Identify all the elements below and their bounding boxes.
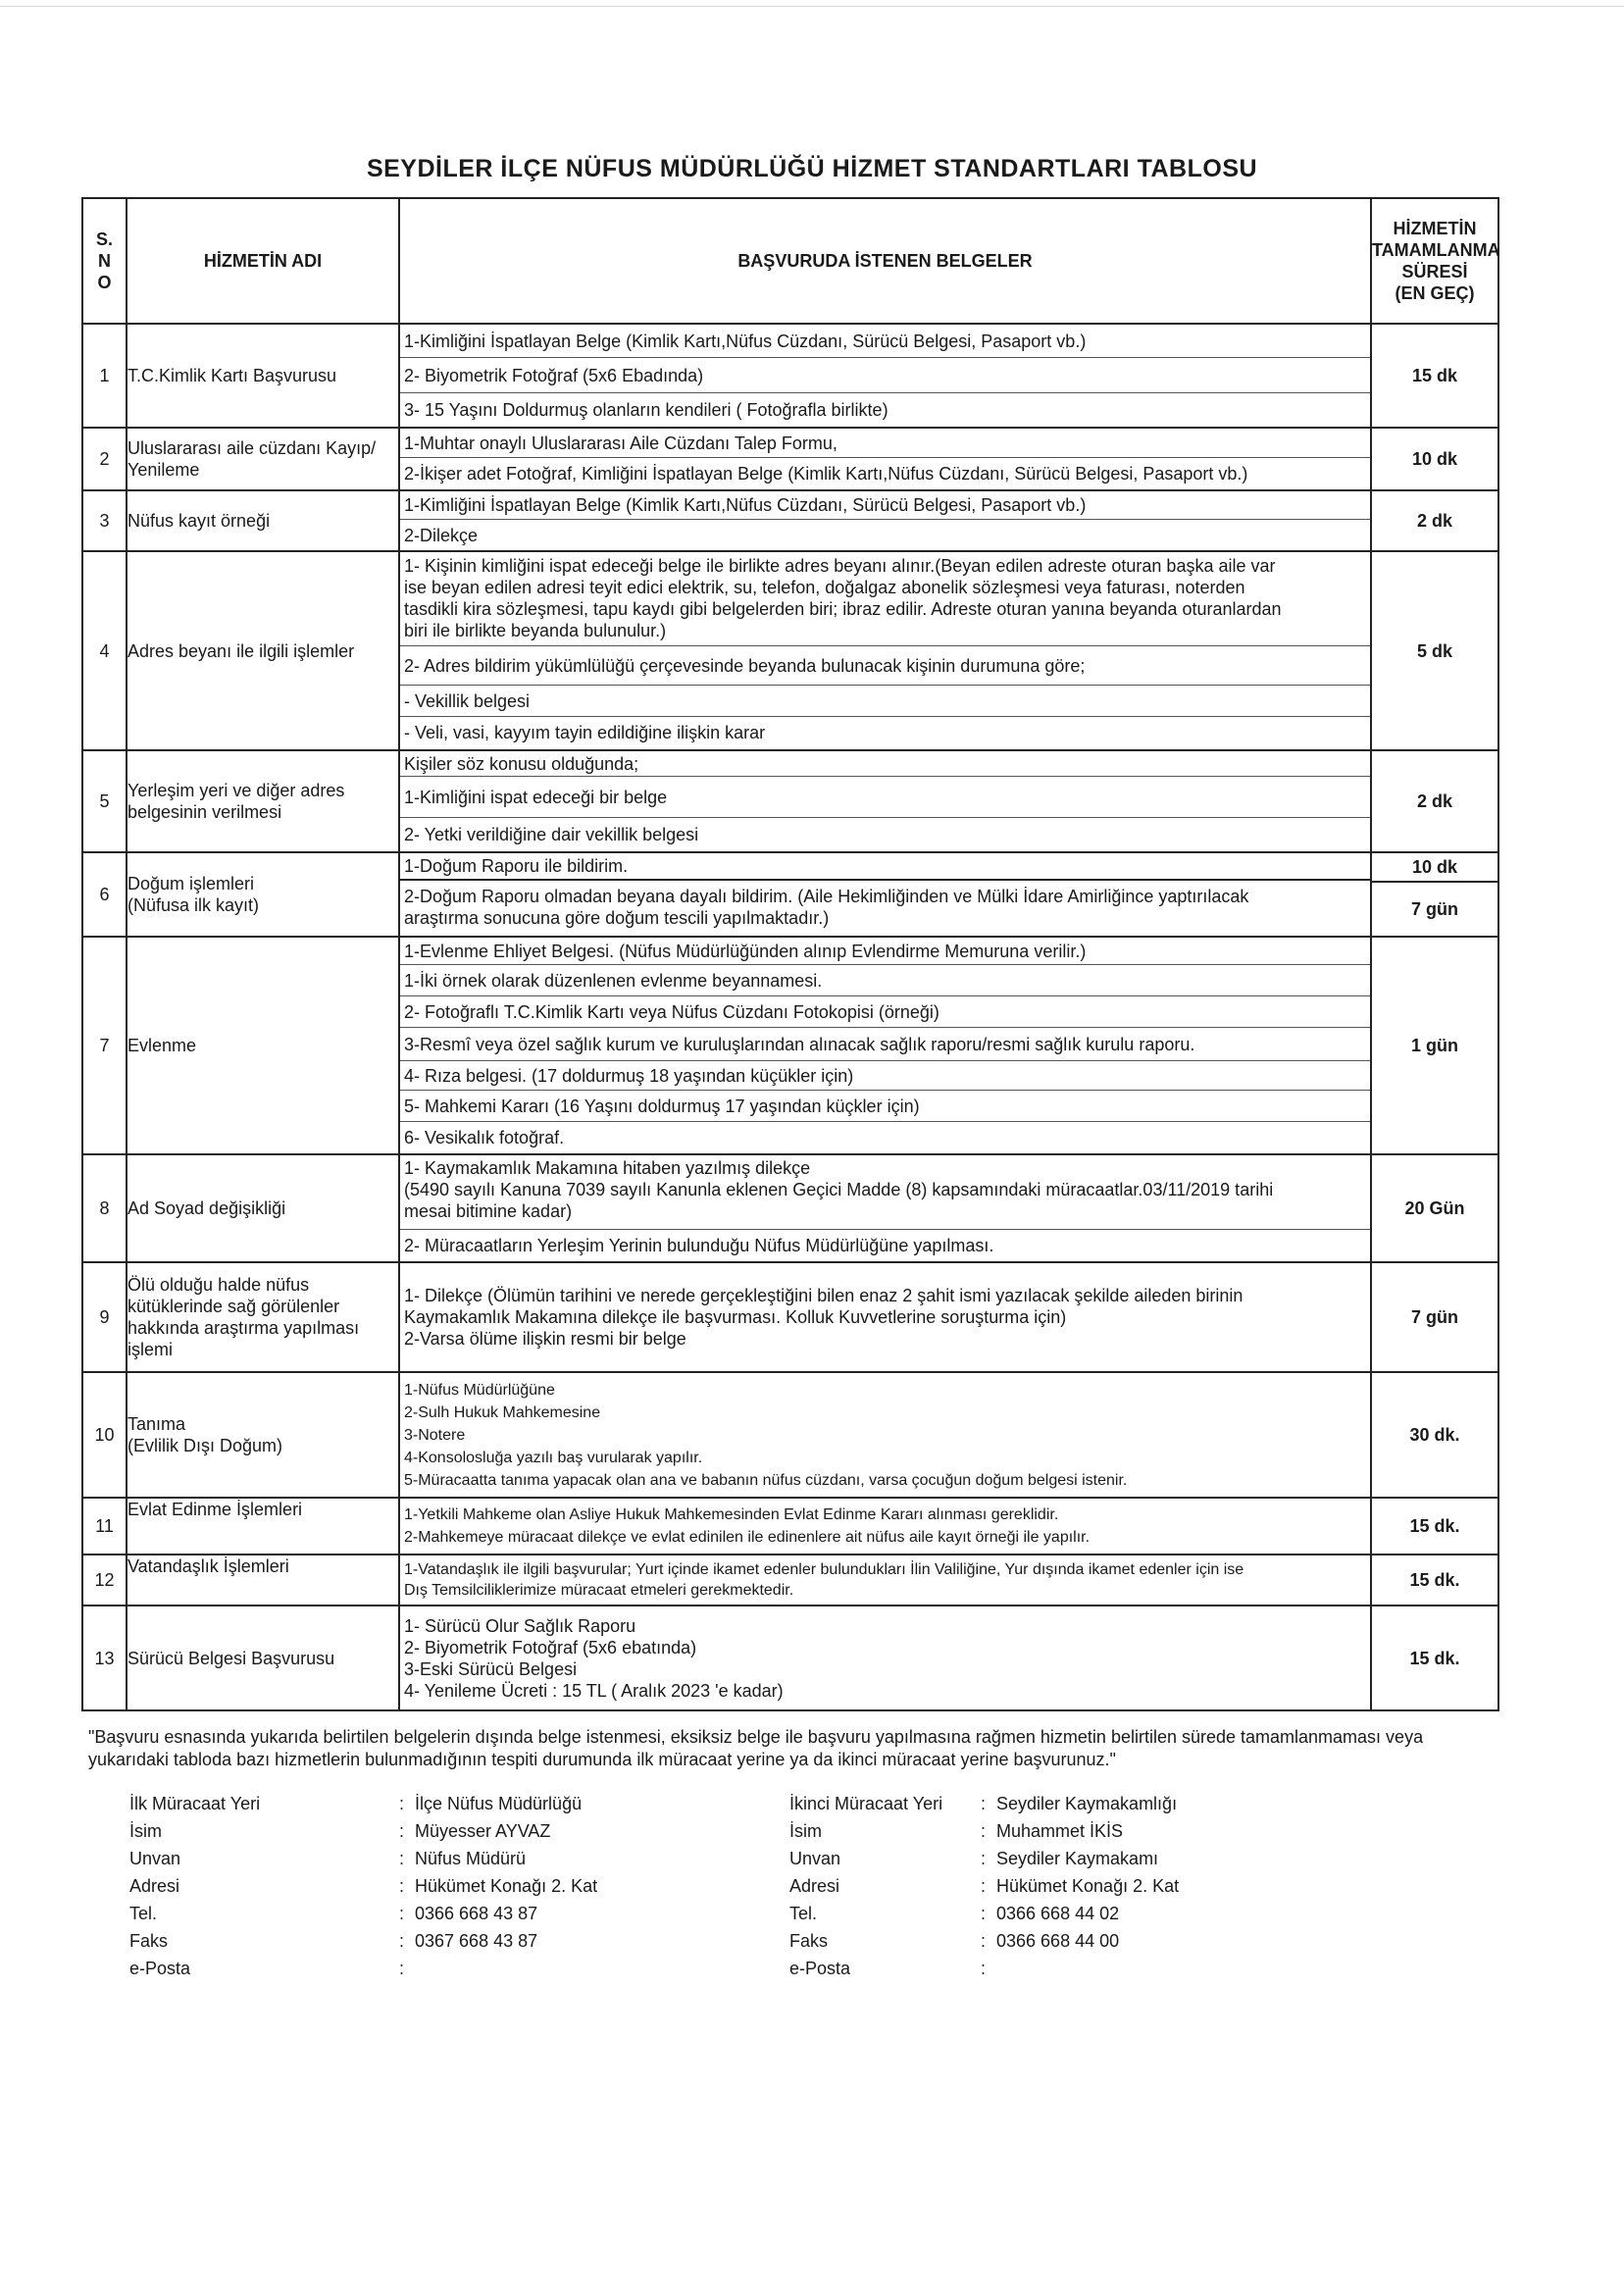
service-name: Ad Soyad değişikliği xyxy=(127,1154,399,1262)
document-item: 2- Fotoğraflı T.C.Kimlik Kartı veya Nüfus Cüzdanı Fotokopisi (örneği) xyxy=(400,996,1370,1028)
required-documents xyxy=(399,1555,1371,1606)
row-number: 3 xyxy=(82,490,127,551)
row-number: 9 xyxy=(82,1262,127,1372)
contact-row: Tel. : 0366 668 43 87 xyxy=(129,1903,538,1923)
service-name: Nüfus kayıt örneği xyxy=(127,490,399,551)
service-name: Doğum işlemleri (Nüfusa ilk kayıt) xyxy=(127,852,399,937)
service-name: Ölü olduğu halde nüfus kütüklerinde sağ görülenler hakkında araştırma yapılması işlemi xyxy=(127,1262,399,1372)
table-row xyxy=(82,1555,1498,1606)
scan-top-line xyxy=(0,6,1624,7)
contact-row: İsim : Müyesser AYVAZ xyxy=(129,1820,551,1841)
required-documents xyxy=(399,1154,1371,1262)
completion-time: 15 dk. xyxy=(1371,1555,1498,1606)
contact-row: Adresi : Hükümet Konağı 2. Kat xyxy=(789,1875,1180,1896)
required-documents xyxy=(399,1606,1371,1710)
row-number: 11 xyxy=(82,1498,127,1555)
document-item: 1-Kimliğini İspatlayan Belge (Kimlik Kartı,Nüfus Cüzdanı, Sürücü Belgesi, Pasaport vb.) xyxy=(400,491,1370,520)
service-name: Vatandaşlık İşlemleri xyxy=(127,1555,399,1606)
required-documents xyxy=(399,1372,1371,1498)
service-name: Sürücü Belgesi Başvurusu xyxy=(127,1606,399,1710)
document-item: 1-Kimliğini ispat edeceği bir belge xyxy=(400,777,1370,818)
completion-time: 2 dk xyxy=(1371,750,1498,852)
table-row xyxy=(82,1606,1498,1710)
document-item: 1- Kişinin kimliğini ispat edeceği belge ile birlikte adres beyanı alınır.(Beyan edilen adreste oturan başka aile var ise beyan edilen adresi teyit edici elektrik, su, telefon, doğalgaz abonelik sözleşmesi veya faturası, noterden tasdikli kira sözleşmesi, tapu kaydı gibi belgelerden biri; ibraz edilir. Adreste oturan yanına beyanda oturanlardan biri ile birlikte beyanda bulunulur.) xyxy=(400,553,1370,646)
service-standards-table xyxy=(81,197,1499,1711)
row-number: 10 xyxy=(82,1372,127,1498)
header-sno: S. N O xyxy=(82,198,127,324)
completion-time: 1 gün xyxy=(1371,937,1498,1154)
table-row xyxy=(82,937,1498,1154)
document-item: 3- 15 Yaşını Doldurmuş olanların kendileri ( Fotoğrafla birlikte) xyxy=(404,400,888,420)
completion-time: 15 dk. xyxy=(1371,1498,1498,1555)
document-item: 1-Evlenme Ehliyet Belgesi. (Nüfus Müdürlüğünden alınıp Evlendirme Memuruna verilir.) xyxy=(400,938,1370,965)
header-completion-time: HİZMETİN TAMAMLANMA SÜRESİ (EN GEÇ) xyxy=(1371,198,1498,324)
document-item: 2-Doğum Raporu olmadan beyana dayalı bildirim. (Aile Hekimliğinden ve Mülki İdare Amirliğince yaptırılacak araştırma sonucuna göre doğum tescili yapılmaktadır.) xyxy=(404,887,1249,928)
row-number: 1 xyxy=(82,324,127,428)
document-item: 2- Müracaatların Yerleşim Yerinin bulunduğu Nüfus Müdürlüğüne yapılması. xyxy=(404,1236,994,1255)
contact-row: Unvan : Seydiler Kaymakamı xyxy=(789,1848,1159,1868)
service-name: Yerleşim yeri ve diğer adres belgesinin verilmesi xyxy=(127,750,399,852)
document-item: 1-Kimliğini İspatlayan Belge (Kimlik Kartı,Nüfus Cüzdanı, Sürücü Belgesi, Pasaport vb.) xyxy=(400,325,1370,358)
service-name: Evlenme xyxy=(127,937,399,1154)
completion-time-report: 10 dk xyxy=(1372,853,1497,883)
header-service-name: HİZMETİN ADI xyxy=(127,198,399,324)
document-item: 1-Muhtar onaylı Uluslararası Aile Cüzdanı Talep Formu, xyxy=(400,429,1370,458)
document-item: 6- Vesikalık fotoğraf. xyxy=(404,1128,565,1147)
required-documents xyxy=(399,1498,1371,1555)
document-item: - Veli, vasi, kayyım tayin edildiğine ilişkin karar xyxy=(404,723,766,742)
service-name: Adres beyanı ile ilgili işlemler xyxy=(127,551,399,750)
table-row xyxy=(82,1372,1498,1498)
second-contact-block xyxy=(789,1790,1179,1982)
completion-time: 5 dk xyxy=(1371,551,1498,750)
row-number: 4 xyxy=(82,551,127,750)
document-item: 4- Rıza belgesi. (17 doldurmuş 18 yaşından küçükler için) xyxy=(400,1061,1370,1091)
document-item: 3-Resmî veya özel sağlık kurum ve kuruluşlarından alınacak sağlık raporu/resmi sağlık kurulu raporu. xyxy=(400,1028,1370,1061)
required-documents xyxy=(399,750,1371,852)
required-documents xyxy=(399,937,1371,1154)
document-item: Kişiler söz konusu olduğunda; xyxy=(400,751,1370,777)
table-row xyxy=(82,1262,1498,1372)
contact-row: İlk Müracaat Yeri : İlçe Nüfus Müdürlüğü xyxy=(129,1793,583,1813)
contact-row: Tel. : 0366 668 44 02 xyxy=(789,1903,1120,1923)
document-item: - Vekillik belgesi xyxy=(400,686,1370,717)
completion-time: 10 dk xyxy=(1371,428,1498,490)
required-documents xyxy=(399,852,1371,937)
table-row xyxy=(82,324,1498,428)
contact-row: Adresi : Hükümet Konağı 2. Kat xyxy=(129,1875,598,1896)
contact-row: İsim : Muhammet İKİS xyxy=(789,1820,1124,1841)
table-row xyxy=(82,428,1498,490)
footer-note: "Başvuru esnasında yukarıda belirtilen belgelerin dışında belge istenmesi, eksiksiz belge ile başvuru yapılmasına rağmen hizmetin belirtilen sürede tamamlanmaması veya yukarıdaki tabloda bazı hizmetlerin bulunmadığının tespiti durumunda ilk müracaat yerine ya da ikinci müracaat yerine başvurunuz." xyxy=(88,1727,1424,1769)
completion-time-declaration: 7 gün xyxy=(1411,899,1458,919)
contact-row: İkinci Müracaat Yeri : Seydiler Kaymakamlığı xyxy=(789,1793,1178,1813)
table-row xyxy=(82,1498,1498,1555)
row-number: 2 xyxy=(82,428,127,490)
service-name: Tanıma (Evlilik Dışı Doğum) xyxy=(127,1372,399,1498)
required-documents xyxy=(399,1262,1371,1372)
document-item: 1- Sürücü Olur Sağlık Raporu 2- Biyometrik Fotoğraf (5x6 ebatında) 3-Eski Sürücü Belgesi 4- Yenileme Ücreti : 15 TL ( Aralık 2023 'e kadar) xyxy=(404,1615,784,1701)
row-number: 6 xyxy=(82,852,127,937)
header-required-documents: BAŞVURUDA İSTENEN BELGELER xyxy=(399,198,1371,324)
table-row xyxy=(82,551,1498,750)
row-number: 13 xyxy=(82,1606,127,1710)
document-item: 1-Nüfus Müdürlüğüne 2-Sulh Hukuk Mahkemesine 3-Notere 4-Konsolosluğa yazılı baş vurularak yapılır. 5-Müracaatta tanıma yapacak olan ana ve babanın nüfus cüzdanı, varsa çocuğun doğum belgesi istenir. xyxy=(404,1381,1128,1489)
document-item: 2- Biyometrik Fotoğraf (5x6 Ebadında) xyxy=(400,358,1370,393)
completion-time: 20 Gün xyxy=(1371,1154,1498,1262)
contact-row: Faks : 0366 668 44 00 xyxy=(789,1930,1120,1951)
document-item: 1-Yetkili Mahkeme olan Asliye Hukuk Mahkemesinden Evlat Edinme Kararı alınması gereklidir. 2-Mahkemeye müracaat dilekçe ve evlat edinilen ile edinenlere ait nüfus aile kayıt örneği ile yapılır. xyxy=(404,1506,1091,1546)
contact-row: Faks : 0367 668 43 87 xyxy=(129,1930,538,1951)
completion-time: 2 dk xyxy=(1371,490,1498,551)
table-row xyxy=(82,1154,1498,1262)
document-title: SEYDİLER İLÇE NÜFUS MÜDÜRLÜĞÜ HİZMET STANDARTLARI TABLOSU xyxy=(366,155,1258,182)
row-number: 12 xyxy=(82,1555,127,1606)
document-item: 1- Kaymakamlık Makamına hitaben yazılmış dilekçe (5490 sayılı Kanuna 7039 sayılı Kanunla eklenen Geçici Madde (8) kapsamındaki müracaatlar.03/11/2019 tarihi mesai bitimine kadar) xyxy=(400,1155,1370,1230)
table-row xyxy=(82,750,1498,852)
required-documents xyxy=(399,428,1371,490)
service-name: T.C.Kimlik Kartı Başvurusu xyxy=(127,324,399,428)
document-item: 1-Doğum Raporu ile bildirim. xyxy=(400,853,1370,881)
document-item: 5- Mahkemi Kararı (16 Yaşını doldurmuş 17 yaşından küçkler için) xyxy=(400,1091,1370,1122)
document-item: 1- Dilekçe (Ölümün tarihini ve nerede gerçekleştiğini bilen enaz 2 şahit ismi yazılacak şekilde aileden birinin Kaymakamlık Makamına dilekçe ile başvurması. Kolluk Kuvvetlerine soruşturma için) 2-Varsa ölüme ilişkin resmi bir belge xyxy=(404,1286,1243,1349)
required-documents xyxy=(399,490,1371,551)
document-item: 1-Vatandaşlık ile ilgili başvurular; Yurt içinde ikamet edenler bulundukları İlin Valiliğine, Yur dışında ikamet edenler için ise Dış Temsilciliklerimize müracaat etmeleri gerekmektedir. xyxy=(404,1561,1244,1599)
completion-time: 15 dk. xyxy=(1371,1606,1498,1710)
document-item: 2- Yetki verildiğine dair vekillik belgesi xyxy=(404,825,699,844)
document-item: 1-İki örnek olarak düzenlenen evlenme beyannamesi. xyxy=(400,965,1370,996)
completion-time: 30 dk. xyxy=(1371,1372,1498,1498)
first-contact-block xyxy=(129,1790,597,1982)
document-item: 2- Adres bildirim yükümlülüğü çerçevesinde beyanda bulunacak kişinin durumuna göre; xyxy=(400,646,1370,686)
document-item: 2-Dilekçe xyxy=(404,525,479,545)
table-row xyxy=(82,490,1498,551)
required-documents xyxy=(399,551,1371,750)
row-number: 7 xyxy=(82,937,127,1154)
completion-time: 15 dk xyxy=(1371,324,1498,428)
table-header-row xyxy=(82,198,1498,324)
document-item: 2-İkişer adet Fotoğraf, Kimliğini İspatlayan Belge (Kimlik Kartı,Nüfus Cüzdanı, Sürücü Belgesi, Pasaport vb.) xyxy=(404,464,1248,484)
row-number: 5 xyxy=(82,750,127,852)
contact-row: Unvan : Nüfus Müdürü xyxy=(129,1848,527,1868)
contact-row: e-Posta : xyxy=(789,1958,987,1978)
service-name: Uluslararası aile cüzdanı Kayıp/ Yenileme xyxy=(127,428,399,490)
contact-row: e-Posta : xyxy=(129,1958,405,1978)
service-name: Evlat Edinme İşlemleri xyxy=(127,1498,399,1555)
row-number: 8 xyxy=(82,1154,127,1262)
completion-time xyxy=(1371,852,1498,937)
required-documents xyxy=(399,324,1371,428)
completion-time: 7 gün xyxy=(1371,1262,1498,1372)
table-row xyxy=(82,852,1498,937)
